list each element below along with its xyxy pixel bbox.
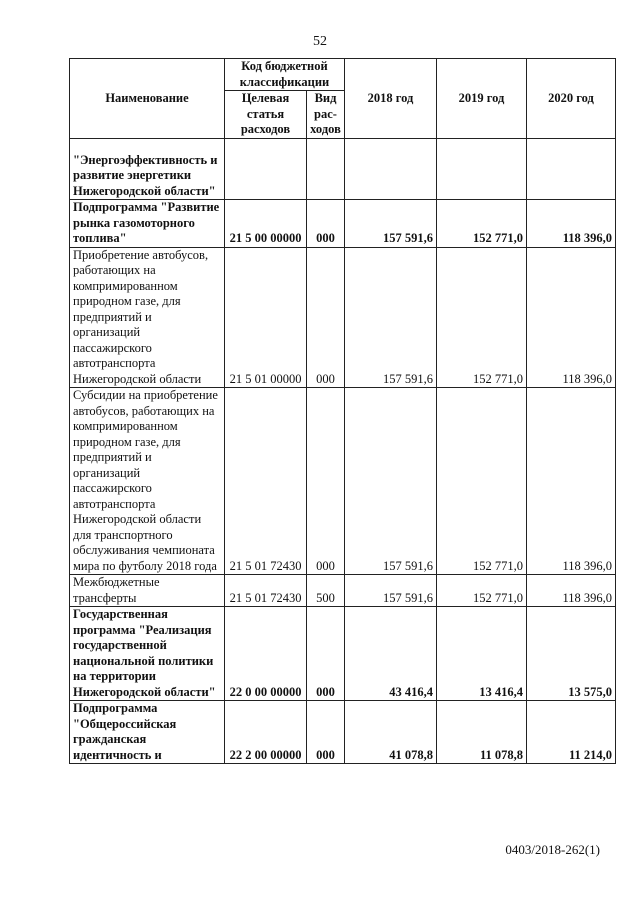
header-expense-type: Вид рас-ходов [307, 91, 345, 139]
header-target-article: Целевая статья расходов [225, 91, 307, 139]
header-year-2018: 2018 год [345, 59, 437, 139]
row-expense-type: 500 [307, 575, 345, 607]
table-row [70, 388, 616, 575]
table-row [70, 607, 616, 701]
table-row [70, 247, 616, 388]
row-2019: 152 771,0 [437, 200, 527, 248]
budget-table [69, 58, 616, 764]
table-row [70, 701, 616, 764]
row-name: Государственная программа "Реализация государственной национальной политики на территории Нижегородской области" [70, 607, 225, 701]
row-expense-type: 000 [307, 247, 345, 388]
row-2020: 13 575,0 [527, 607, 616, 701]
row-expense-type: 000 [307, 701, 345, 764]
header-code-group: Код бюджетной классификации [225, 59, 345, 91]
row-2019: 152 771,0 [437, 247, 527, 388]
row-2018: 43 416,4 [345, 607, 437, 701]
row-name: Межбюджетные трансферты [70, 575, 225, 607]
table-row [70, 575, 616, 607]
row-2018: 157 591,6 [345, 200, 437, 248]
row-target-article: 22 0 00 00000 [225, 607, 307, 701]
row-target-article: 22 2 00 00000 [225, 701, 307, 764]
row-name: Подпрограмма "Общероссийская гражданская идентичность и [70, 701, 225, 764]
row-2020: 11 214,0 [527, 701, 616, 764]
row-2018: 157 591,6 [345, 575, 437, 607]
row-2018 [345, 139, 437, 200]
row-2020 [527, 139, 616, 200]
row-2020: 118 396,0 [527, 388, 616, 575]
row-2018: 157 591,6 [345, 247, 437, 388]
row-2019: 152 771,0 [437, 388, 527, 575]
row-expense-type: 000 [307, 388, 345, 575]
row-expense-type [307, 139, 345, 200]
row-2020: 118 396,0 [527, 200, 616, 248]
row-2019: 152 771,0 [437, 575, 527, 607]
row-target-article: 21 5 01 72430 [225, 388, 307, 575]
document-code: 0403/2018-262(1) [505, 842, 600, 857]
header-name: Наименование [70, 59, 225, 139]
row-name: Приобретение автобусов, работающих на компримированном природном газе, для предприятий и организаций пассажирского автотранспорта Нижегородской области [70, 247, 225, 388]
row-name: Подпрограмма "Развитие рынка газомоторного топлива" [70, 200, 225, 248]
row-expense-type: 000 [307, 200, 345, 248]
row-2020: 118 396,0 [527, 575, 616, 607]
row-2020: 118 396,0 [527, 247, 616, 388]
row-2018: 157 591,6 [345, 388, 437, 575]
table-row [70, 139, 616, 200]
page-number: 52 [313, 34, 327, 49]
header-year-2019: 2019 год [437, 59, 527, 139]
row-target-article: 21 5 00 00000 [225, 200, 307, 248]
row-target-article [225, 139, 307, 200]
row-2018: 41 078,8 [345, 701, 437, 764]
header-year-2020: 2020 год [527, 59, 616, 139]
row-target-article: 21 5 01 00000 [225, 247, 307, 388]
row-name: "Энергоэффективность и развитие энергетики Нижегородской области" [70, 139, 225, 200]
row-2019 [437, 139, 527, 200]
row-expense-type: 000 [307, 607, 345, 701]
row-2019: 13 416,4 [437, 607, 527, 701]
row-target-article: 21 5 01 72430 [225, 575, 307, 607]
row-2019: 11 078,8 [437, 701, 527, 764]
table-row [70, 200, 616, 248]
row-name: Субсидии на приобретение автобусов, работающих на компримированном природном газе, для предприятий и организаций пассажирского автотранспорта Нижегородской области для транспортного обслуживания чемпионата мира по футболу 2018 года [70, 388, 225, 575]
